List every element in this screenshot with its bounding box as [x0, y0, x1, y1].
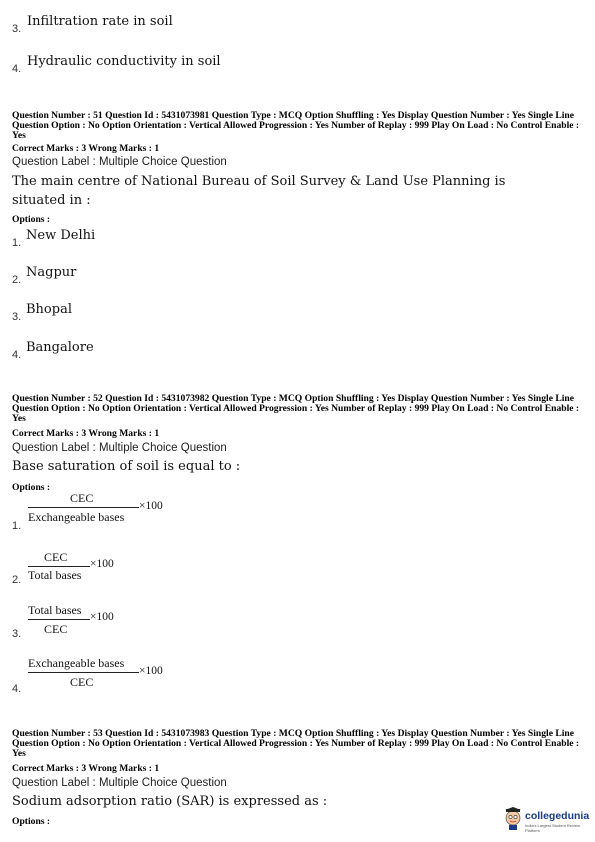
option-number: 3. — [12, 628, 22, 640]
options-heading: Options : — [12, 816, 51, 827]
fraction-bar — [28, 672, 139, 673]
fraction-bar — [28, 619, 90, 620]
fraction-expression — [28, 491, 188, 527]
options-heading: Options : — [12, 482, 51, 493]
fraction-numerator: Exchangeable bases — [28, 656, 125, 670]
question-meta: Question Number : 51 Question Id : 5431073981 Question Type : MCQ Option Shuffling : Yes Display Question Number : Yes Single Line Question Option : No Option Orientation : Vertical Allowed Progression : Yes Number of Replay : 999 Play On Load : No Control Enable : Yes — [12, 110, 580, 141]
fraction-denominator: CEC — [44, 622, 68, 636]
mascot-icon — [503, 806, 523, 830]
collegedunia-logo — [503, 806, 593, 832]
option-number: 3. — [12, 311, 22, 323]
fraction-numerator: Total bases — [28, 603, 82, 617]
fraction-numerator: CEC — [44, 550, 68, 564]
fraction-denominator: Total bases — [28, 568, 82, 582]
options-heading: Options : — [12, 214, 51, 225]
option-text: Hydraulic conductivity in soil — [27, 54, 221, 69]
question-meta: Question Number : 53 Question Id : 5431073983 Question Type : MCQ Option Shuffling : Yes Display Question Number : Yes Single Line Question Option : No Option Orientation : Vertical Allowed Progression : Yes Number of Replay : 999 Play On Load : No Control Enable : Yes — [12, 728, 580, 759]
option-number: 3. — [12, 23, 22, 35]
fraction-denominator: Exchangeable bases — [28, 510, 125, 524]
option-number: 4. — [12, 349, 22, 361]
question-meta: Question Number : 52 Question Id : 5431073982 Question Type : MCQ Option Shuffling : Yes Display Question Number : Yes Single Line Question Option : No Option Orientation : Vertical Allowed Progression : Yes Number of Replay : 999 Play On Load : No Control Enable : Yes — [12, 393, 580, 424]
question-text: Base saturation of soil is equal to : — [12, 459, 241, 474]
option-number: 2. — [12, 574, 22, 586]
marks-info: Correct Marks : 3 Wrong Marks : 1 — [12, 428, 160, 439]
fraction-expression — [28, 656, 188, 692]
question-text: Sodium adsorption ratio (SAR) is expressed as : — [12, 794, 328, 809]
fraction-expression — [28, 603, 148, 639]
question-text: The main centre of National Bureau of Soil Survey & Land Use Planning is situated in : — [12, 174, 506, 208]
multiplier: ×100 — [90, 611, 114, 623]
multiplier: ×100 — [90, 558, 114, 570]
logo-wordmark: collegedunia — [525, 810, 590, 822]
option-number: 4. — [12, 683, 22, 695]
option-number: 1. — [12, 520, 22, 532]
fraction-expression — [28, 550, 148, 586]
option-number: 4. — [12, 63, 22, 75]
option-text: Nagpur — [26, 265, 77, 280]
option-text: Infiltration rate in soil — [27, 14, 173, 29]
question-label: Question Label : Multiple Choice Question — [12, 442, 227, 454]
option-text: Bhopal — [26, 302, 72, 317]
option-number: 2. — [12, 274, 22, 286]
marks-info: Correct Marks : 3 Wrong Marks : 1 — [12, 143, 160, 154]
fraction-numerator: CEC — [70, 491, 94, 505]
fraction-denominator: CEC — [70, 675, 94, 689]
logo-tagline: India's Largest Student Review Platform — [525, 823, 581, 833]
fraction-bar — [28, 566, 90, 567]
multiplier: ×100 — [139, 500, 163, 512]
fraction-bar — [28, 507, 139, 508]
option-number: 1. — [12, 237, 22, 249]
marks-info: Correct Marks : 3 Wrong Marks : 1 — [12, 763, 160, 774]
option-text: New Delhi — [26, 228, 96, 243]
multiplier: ×100 — [139, 665, 163, 677]
option-text: Bangalore — [26, 340, 94, 355]
question-label: Question Label : Multiple Choice Question — [12, 156, 227, 168]
question-label: Question Label : Multiple Choice Question — [12, 777, 227, 789]
